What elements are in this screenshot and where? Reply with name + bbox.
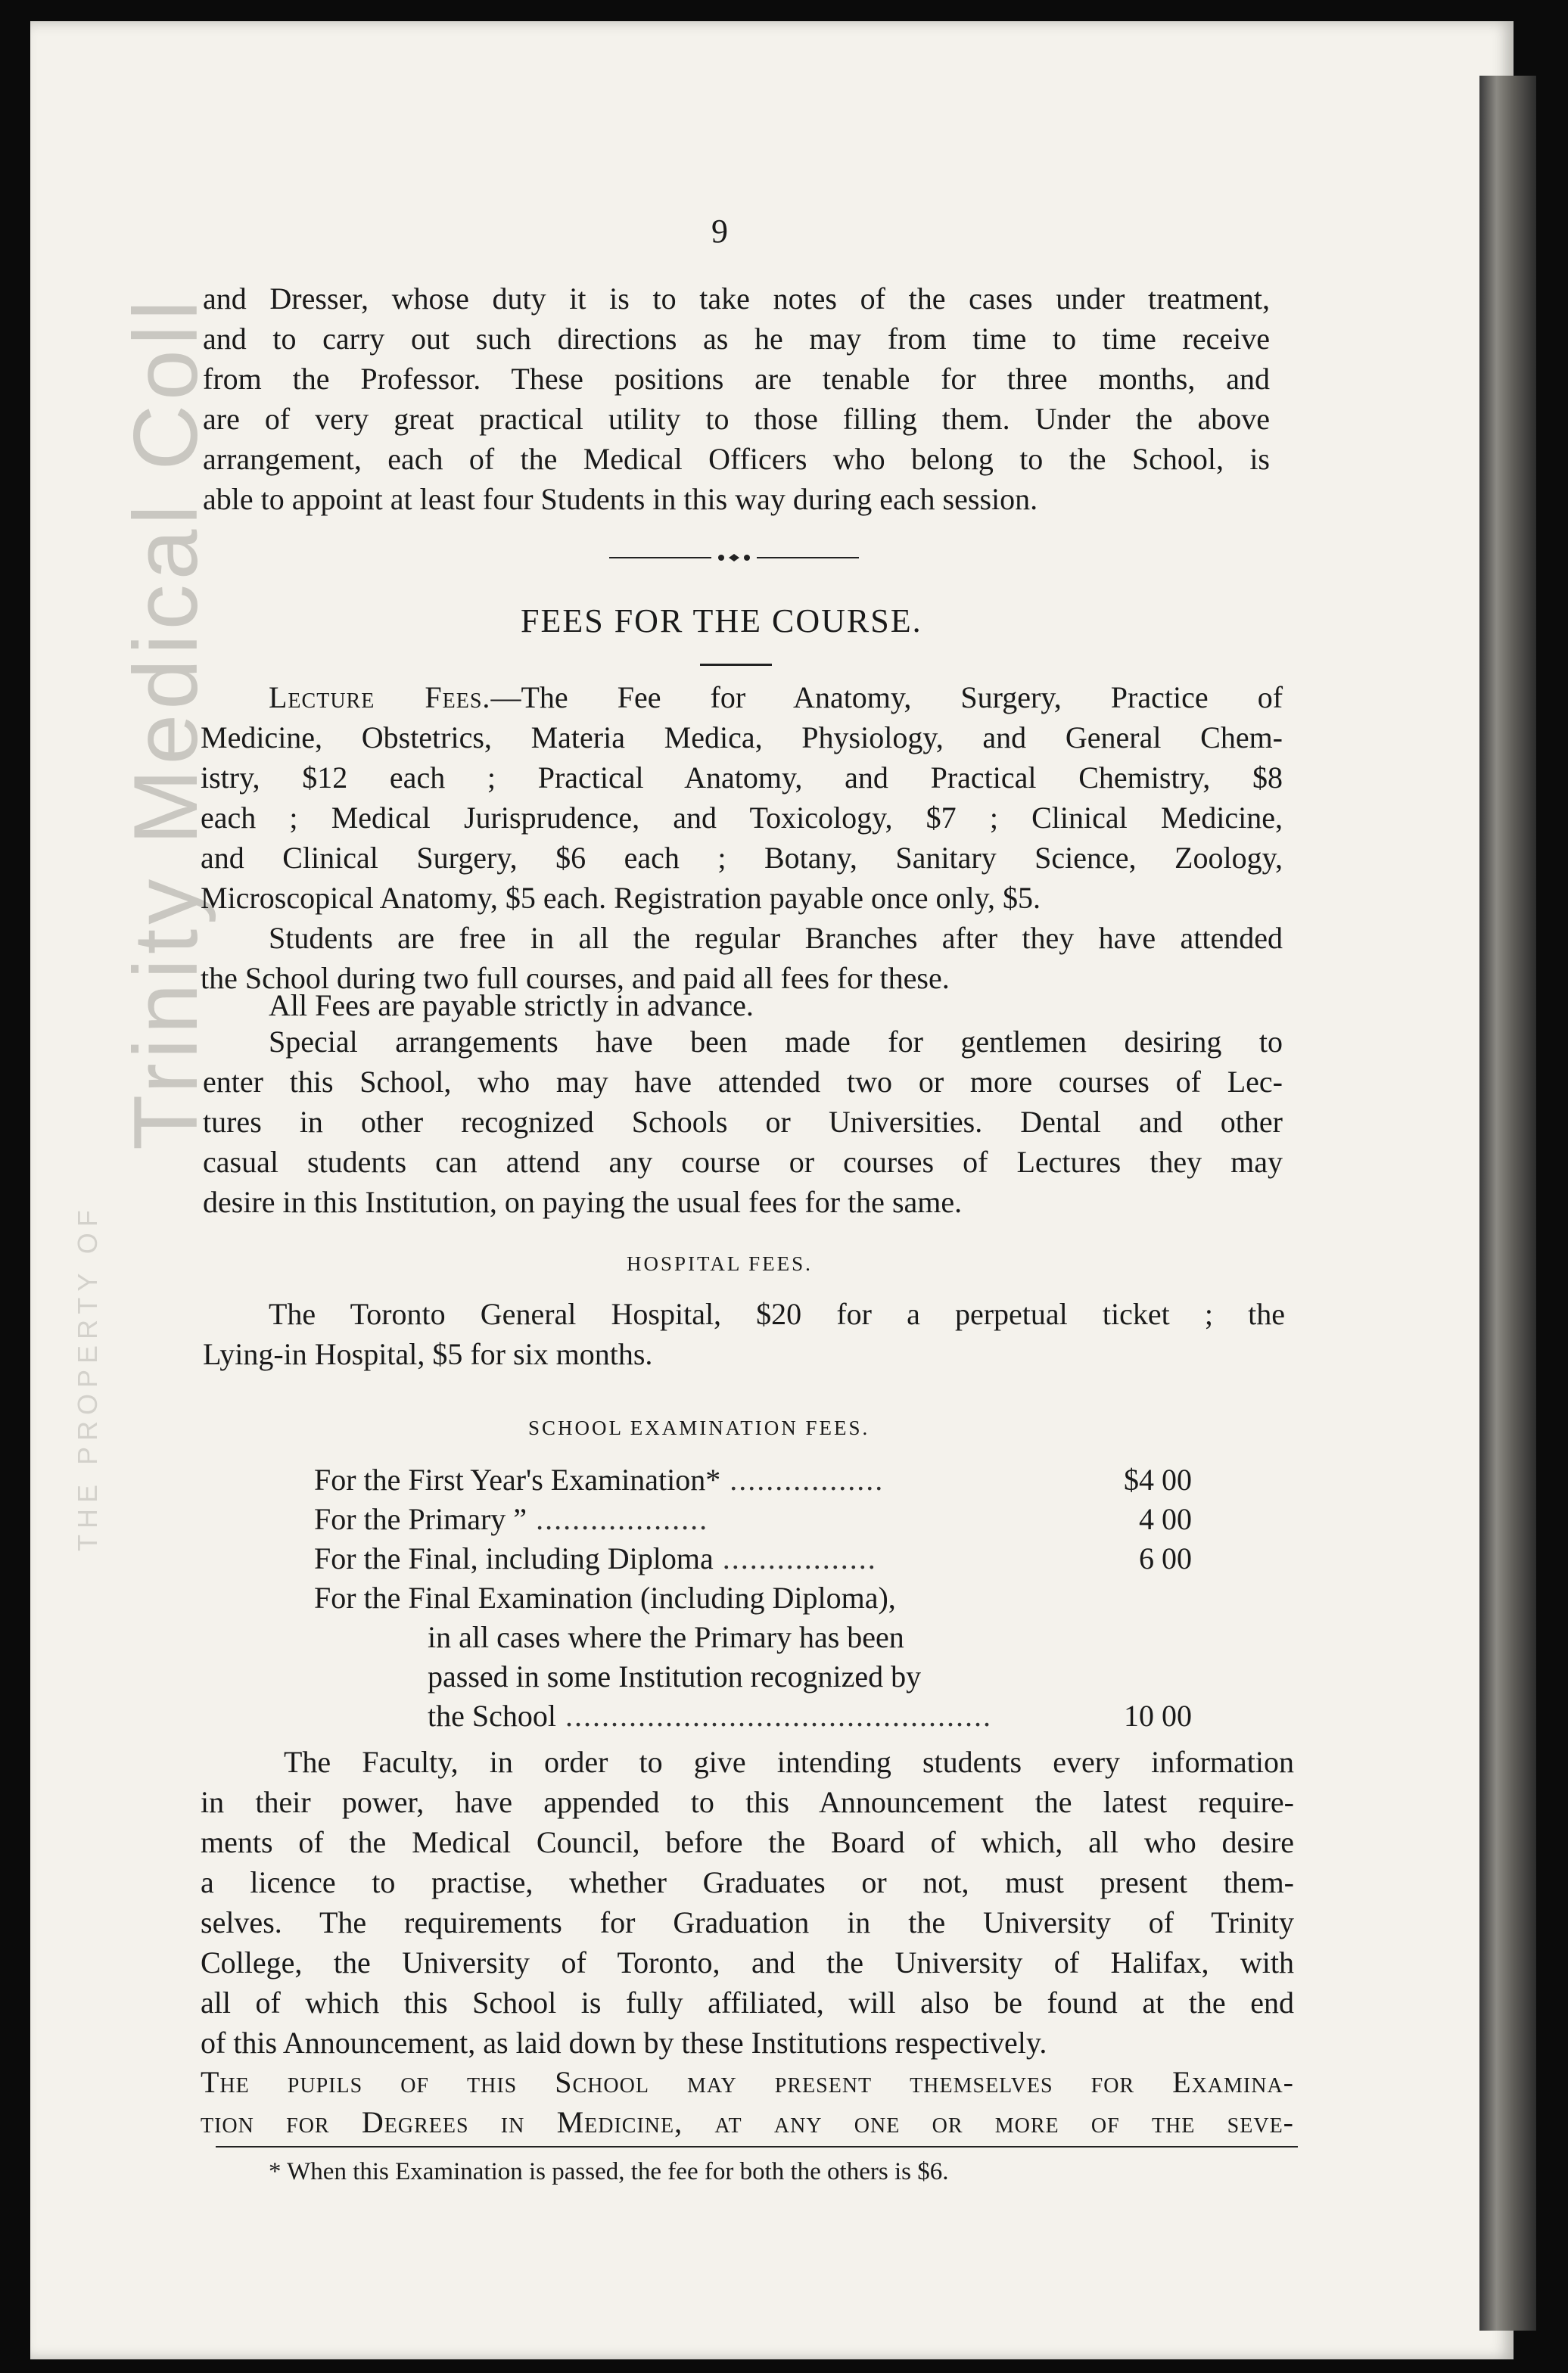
text-line: The Faculty, in order to give intending students every information <box>284 1745 1294 1779</box>
fee-row <box>314 1618 1192 1657</box>
leader-dots: ................. <box>720 1463 885 1497</box>
text-line: a licence to practise, whether Graduates or not, must present them- <box>201 1865 1294 1899</box>
text-line: The Toronto General Hospital, $20 for a perpetual ticket ; the <box>269 1297 1285 1331</box>
text-line: each ; Medical Jurisprudence, and Toxicology, $7 ; Clinical Medicine, <box>201 801 1283 835</box>
line-text: —The Fee for Anatomy, Surgery, Practice of <box>490 680 1283 714</box>
payable-paragraph: All Fees are payable strictly in advance. <box>269 988 754 1022</box>
text-line: Students are free in all the regular Branches after they have attended <box>269 921 1283 955</box>
text-line: the School during two full courses, and paid all fees for these. <box>201 961 950 995</box>
text-line: istry, $12 each ; Practical Anatomy, and Practical Chemistry, $8 <box>201 760 1283 795</box>
fee-label: in all cases where the Primary has been <box>428 1620 904 1654</box>
fee-amount: $4 00 <box>1124 1463 1192 1497</box>
leader-dots: ................. <box>713 1541 877 1575</box>
text-line: tures in other recognized Schools or Universities. Dental and other <box>203 1105 1283 1139</box>
text-line: desire in this Institution, on paying the usual fees for the same. <box>203 1185 963 1219</box>
fee-label: passed in some Institution recognized by <box>428 1659 922 1693</box>
text-line: and Dresser, whose duty it is to take notes of the cases under treatment, <box>203 281 1270 316</box>
text-line: Microscopical Anatomy, $5 each. Registration payable once only, $5. <box>201 881 1041 915</box>
text-line: arrangement, each of the Medical Officers who belong to the School, is <box>203 442 1270 476</box>
text-line: of this Announcement, as laid down by these Institutions respectively. <box>201 2026 1047 2060</box>
leader-dots: ................... <box>527 1502 709 1536</box>
exam-fees-heading: SCHOOL EXAMINATION FEES. <box>528 1417 870 1439</box>
text-line: casual students can attend any course or courses of Lectures they may <box>203 1145 1283 1179</box>
text-line: Special arrangements have been made for gentlemen desiring to <box>269 1025 1283 1059</box>
title-underline <box>700 664 772 666</box>
footnote-rule <box>216 2146 1298 2148</box>
text-line: in their power, have appended to this Announcement the latest require- <box>201 1785 1294 1819</box>
leader-dots: ............................................... <box>555 1699 992 1733</box>
special-arrangements-paragraph <box>203 1022 1283 1222</box>
fee-row <box>314 1460 1192 1500</box>
pupils-paragraph <box>201 2062 1294 2142</box>
page-number: 9 <box>711 213 728 250</box>
section-title: FEES FOR THE COURSE. <box>521 602 922 639</box>
lecture-fees-paragraph <box>201 677 1283 918</box>
exam-fees-table <box>314 1460 1192 1736</box>
fee-row <box>314 1500 1192 1539</box>
hospital-fees-heading: HOSPITAL FEES. <box>627 1252 813 1275</box>
text-line: enter this School, who may have attended two or more courses of Lec- <box>203 1065 1283 1099</box>
fee-amount: 6 00 <box>1139 1541 1192 1575</box>
text-line: and Clinical Surgery, $6 each ; Botany, Sanitary Science, Zoology, <box>201 841 1283 875</box>
text-line: able to appoint at least four Students in this way during each session. <box>203 482 1038 516</box>
text-line: from the Professor. These positions are tenable for three months, and <box>203 362 1270 396</box>
text-line: tion for Degrees in Medicine, at any one or more of the seve- <box>201 2105 1294 2139</box>
stamp-text: Trinity Medical Coll <box>115 295 216 1150</box>
ornament-divider <box>609 552 859 563</box>
text-line: Lying-in Hospital, $5 for six months. <box>203 1337 653 1371</box>
stamp-property-text: THE PROPERTY OF <box>72 1204 103 1551</box>
hospital-fees-paragraph <box>203 1294 1285 1374</box>
fee-row <box>314 1539 1192 1578</box>
footnote: * When this Examination is passed, the fee for both the others is $6. <box>269 2158 949 2185</box>
text-line: The pupils of this School may present themselves for Examina- <box>201 2065 1294 2099</box>
fee-label: For the First Year's Examination* ................. <box>314 1463 885 1497</box>
fee-row <box>314 1578 1192 1618</box>
fee-label: For the Primary ” ................... <box>314 1502 709 1536</box>
text-line: all of which this School is fully affiliated, will also be found at the end <box>201 1986 1294 2020</box>
fee-row <box>314 1697 1192 1736</box>
fee-row <box>314 1657 1192 1697</box>
fee-amount: 10 00 <box>1124 1699 1192 1733</box>
fee-label: For the Final, including Diploma ................. <box>314 1541 877 1575</box>
fee-amount: 4 00 <box>1139 1502 1192 1536</box>
fee-label: For the Final Examination (including Diploma), <box>314 1581 896 1615</box>
lecture-fees-label: Lecture Fees. <box>269 680 491 714</box>
text-line: are of very great practical utility to those filling them. Under the above <box>203 402 1270 436</box>
text-line: ments of the Medical Council, before the Board of which, all who desire <box>201 1825 1294 1859</box>
intro-paragraph <box>203 278 1270 519</box>
text-line: selves. The requirements for Graduation in the University of Trinity <box>201 1905 1294 1939</box>
faculty-paragraph <box>201 1742 1294 2063</box>
text-line: Medicine, Obstetrics, Materia Medica, Physiology, and General Chem- <box>201 720 1283 754</box>
text-line: and to carry out such directions as he may from time to time receive <box>203 322 1270 356</box>
fee-label: the School ............................................... <box>428 1699 992 1733</box>
text-line <box>201 677 1283 717</box>
text-line: College, the University of Toronto, and the University of Halifax, with <box>201 1945 1294 1980</box>
